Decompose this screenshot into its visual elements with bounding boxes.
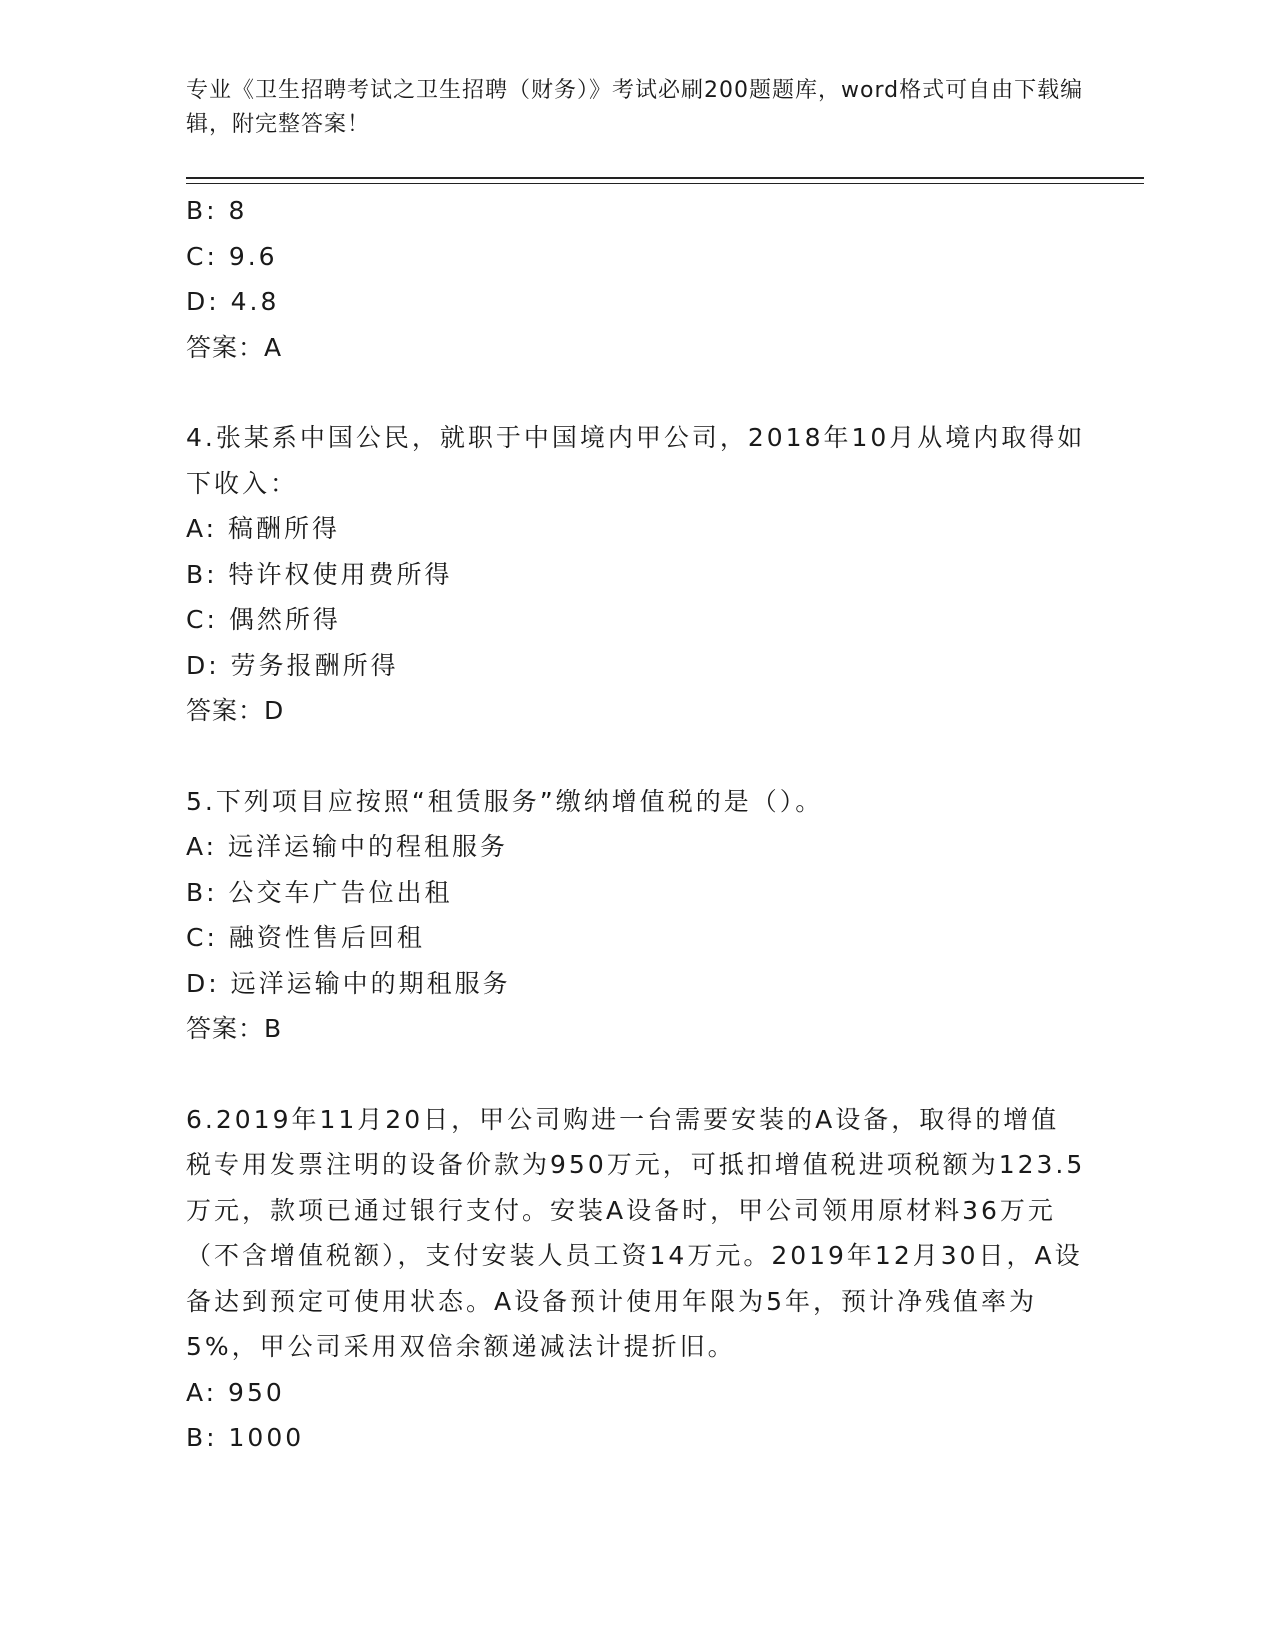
option-a: A: 远洋运输中的程租服务 — [186, 832, 509, 861]
question-stem: 5.下列项目应按照“租赁服务”缴纳增值税的是（）。 — [186, 786, 824, 816]
answer: 答案：A — [186, 332, 283, 362]
option-a: A: 稿酬所得 — [186, 514, 341, 543]
question-content — [186, 188, 1086, 1461]
option-b: B: 1000 — [186, 1423, 305, 1452]
option-b: B: 8 — [186, 196, 248, 225]
question-4 — [186, 415, 1086, 734]
option-d: D: 劳务报酬所得 — [186, 650, 399, 680]
option-c: C: 9.6 — [186, 241, 278, 271]
question-3-tail — [186, 188, 1086, 370]
option-a: A: 950 — [186, 1377, 285, 1407]
option-c: C: 偶然所得 — [186, 605, 341, 634]
option-b: B: 公交车广告位出租 — [186, 877, 453, 907]
header-rule-thin — [186, 183, 1144, 184]
question-stem: 4.张某系中国公民，就职于中国境内甲公司，2018年10月从境内取得如下收入： — [186, 423, 1086, 498]
option-b: B: 特许权使用费所得 — [186, 559, 453, 589]
question-5 — [186, 779, 1086, 1052]
header-rule-thick — [186, 177, 1144, 179]
option-d: D: 4.8 — [186, 287, 280, 316]
option-c: C: 融资性售后回租 — [186, 923, 425, 952]
answer: 答案：D — [186, 696, 285, 725]
option-d: D: 远洋运输中的期租服务 — [186, 968, 511, 998]
question-6 — [186, 1097, 1086, 1461]
document-header: 专业《卫生招聘考试之卫生招聘（财务）》考试必刷200题题库，word格式可自由下载编辑，附完整答案！ — [186, 78, 1084, 137]
answer: 答案：B — [186, 1014, 283, 1043]
question-stem: 6.2019年11月20日，甲公司购进一台需要安装的A设备，取得的增值税专用发票注明的设备价款为950万元，可抵扣增值税进项税额为123.5万元，款项已通过银行支付。安装A设备时，甲公司领用原材料36万元（不含增值税额），支付安装人员工资14万元。2019年12月30日，A设备达到预定可使用状态。A设备预计使用年限为5年，预计净残值率为5%，甲公司采用双倍余额递减法计提折旧。 — [186, 1104, 1086, 1361]
